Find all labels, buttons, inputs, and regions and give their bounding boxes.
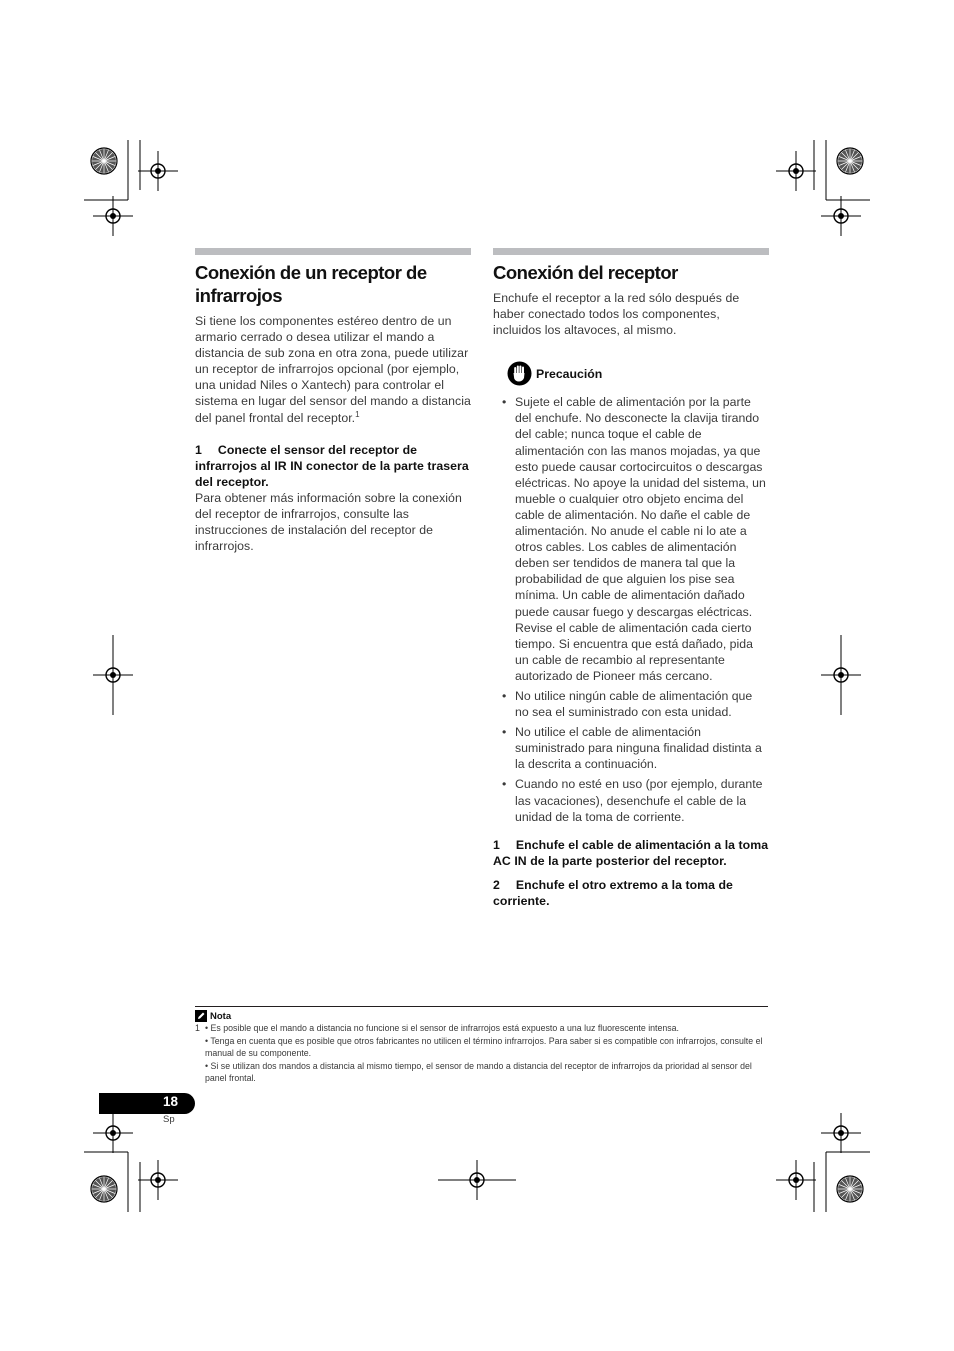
caution-hand-icon — [507, 361, 532, 386]
footnote-ref: 1 — [355, 409, 360, 419]
right-step-1: 1 Enchufe el cable de alimentación a la toma AC IN de la parte posterior del receptor. — [493, 837, 769, 868]
caution-list — [493, 394, 769, 824]
note-header — [195, 1010, 768, 1022]
section-rule — [493, 248, 769, 255]
page-number-badge — [99, 1093, 195, 1114]
right-intro: Enchufe el receptor a la red sólo después de haber conectado todos los componentes, incluidos los altavoces, al mismo. — [493, 291, 740, 338]
right-heading: Conexión del receptor — [493, 262, 678, 283]
note-item: • Si se utilizan dos mandos a distancia al mismo tiempo, el sensor de mando a distancia del receptor de infrarrojos da prioridad al sensor del panel frontal. — [205, 1060, 752, 1083]
list-item: • Cuando no esté en uso (por ejemplo, durante las vacaciones), desenchufe el cable de la unidad de la toma de corriente. — [502, 777, 763, 824]
right-step-2: 2 Enchufe el otro extremo a la toma de corriente. — [493, 877, 733, 908]
list-item: • Sujete el cable de alimentación por la parte del enchufe. No desconecte la clavija tirando del cable; nunca toque el cable de alimentación con las manos mojadas, ya que esto puede causar cortocircuitos o descargas eléctricas. No apoye la unidad del sistema, un mueble o cualquier otro objeto encima del cable de alimentación. No dañe el cable de alimentación. No anude el cable ni lo ate a otros cables. Los cables de alimentación deben ser tendidos de manera tal que la probabilidad de que alguien los pise sea mínima. Un cable de alimentación dañado puede causar fuego y descargas eléctricas. Revise el cable de alimentación cada cierto tiempo. Si encuentra que está dañado, pida un cable de recambio al representante autorizado de Pioneer más cercano. — [502, 395, 766, 683]
note-item: 1 • Es posible que el mando a distancia no funcione si el sensor de infrarrojos está expuesto a una luz fluorescente intensa. — [195, 1023, 680, 1033]
section-rule — [195, 248, 471, 255]
caution-label: Precaución — [536, 366, 603, 381]
left-column — [195, 248, 471, 554]
note-pencil-icon — [195, 1010, 207, 1022]
left-intro: Si tiene los componentes estéreo dentro de un armario cerrado o desea utilizar el mando a distancia de sub zona en otra zona, puede utilizar un receptor de infrarrojos opcional (por ejemplo, una unidad Niles o Xantech) para controlar el sistema en lugar del sensor del mando a distancia del panel frontal del receptor.$^1$ — [195, 314, 471, 425]
notes-section — [195, 1006, 768, 1085]
left-step-1-body: Para obtener más información sobre la conexión del receptor de infrarrojos, consulte las instrucciones de instalación del receptor de infrarrojos. — [195, 490, 462, 554]
language-code: Sp — [163, 1114, 175, 1125]
note-label: Nota — [210, 1010, 232, 1022]
page-number: 18 — [163, 1094, 179, 1109]
right-column — [493, 248, 769, 909]
caution-header — [507, 361, 769, 386]
left-heading: Conexión de un receptor de infrarrojos — [195, 262, 427, 306]
list-item: • No utilice el cable de alimentación suministrado para ninguna finalidad distinta a la descrita a continuación. — [502, 725, 762, 772]
note-item: • Tenga en cuenta que es posible que otros fabricantes no utilicen el término infrarrojos. Para saber si es compatible con infrarrojos, consulte el manual de su componente. — [205, 1035, 763, 1058]
list-item: • No utilice ningún cable de alimentación que no sea el suministrado con esta unidad. — [502, 688, 753, 720]
left-step-1: 1 Conecte el sensor del receptor de infrarrojos al IR IN conector de la parte trasera del receptor. — [195, 442, 469, 489]
